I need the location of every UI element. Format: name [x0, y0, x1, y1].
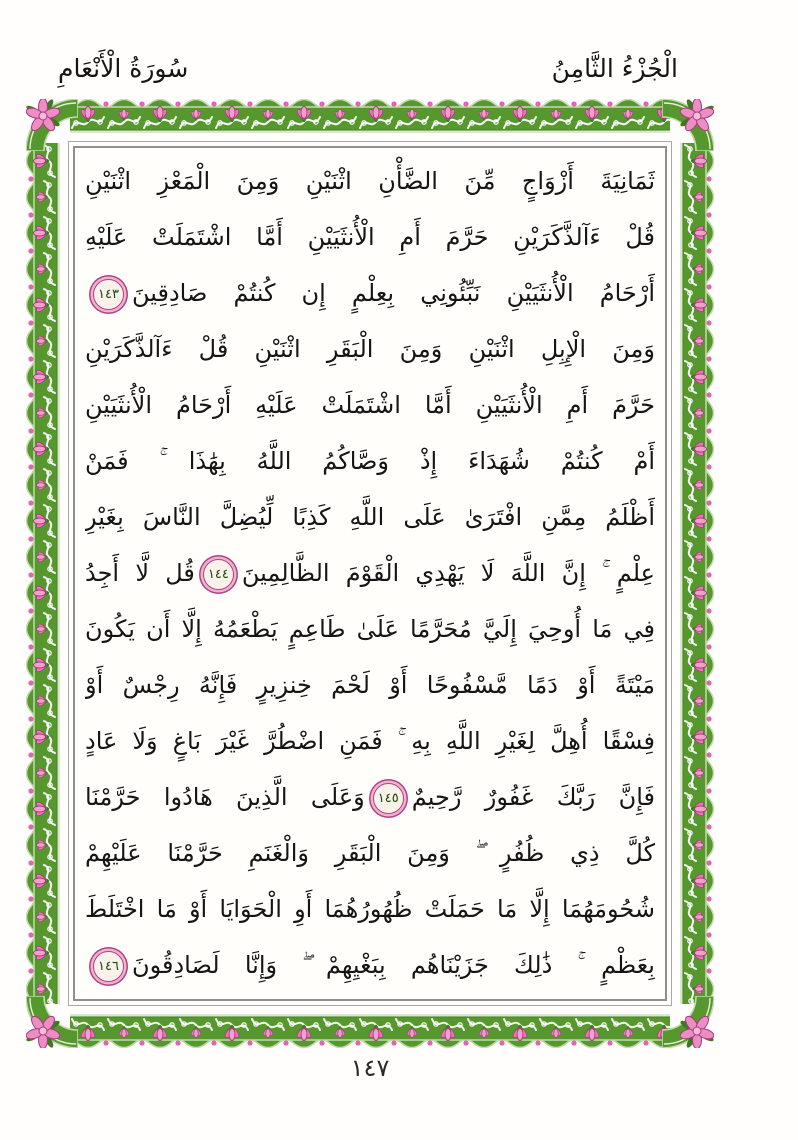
quran-line-2 — [85, 209, 655, 265]
verse-number-badge: ١٤٦ — [93, 951, 124, 982]
verse-text: مَيْتَةً أَوْ دَمًا مَّسْفُوحًا أَوْ لَحْمَ خِنزِيرٍ فَإِنَّهُ رِجْسٌ أَوْ — [85, 671, 655, 699]
verse-text: حَرَّمَ أَمِ الْأُنثَيَيْنِ أَمَّا اشْتَمَلَتْ عَلَيْهِ أَرْحَامُ الْأُنثَيَيْنِ — [85, 391, 655, 419]
juz-title: الْجُزْءُ الثَّامِنُ — [551, 54, 678, 83]
border-flower-motif-icon — [26, 899, 60, 935]
verse-text: فَإِنَّ رَبَّكَ غَفُورٌ رَّحِيمٌ — [411, 783, 655, 811]
border-flower-motif-icon — [26, 791, 60, 827]
quran-line-3 — [85, 265, 655, 321]
border-flower-motif-icon — [466, 1014, 502, 1048]
surah-title: سُورَةُ الْأَنْعَامِ — [58, 54, 189, 83]
border-flower-motif-icon — [680, 647, 714, 683]
border-band-top — [70, 99, 670, 133]
verse-text: شُحُومَهُمَا إِلَّا مَا حَمَلَتْ ظُهُورُهُمَا أَوِ الْحَوَايَا أَوْ مَا اخْتَلَطَ — [85, 895, 655, 923]
border-flower-motif-icon — [574, 1014, 610, 1048]
quran-line-6 — [85, 433, 655, 489]
border-flower-motif-icon — [250, 99, 286, 133]
border-flower-motif-icon — [680, 467, 714, 503]
corner-rose-icon — [662, 99, 714, 151]
border-flower-motif-icon — [26, 863, 60, 899]
corner-ornament-bottom-right — [662, 996, 714, 1048]
border-band-right — [680, 143, 714, 1004]
border-flower-motif-icon — [322, 1014, 358, 1048]
corner-rose-icon — [26, 99, 78, 151]
page-number: ١٤٧ — [350, 1054, 390, 1082]
border-flower-motif-icon — [26, 215, 60, 251]
corner-ornament-top-right — [662, 99, 714, 151]
quran-line-1 — [85, 153, 655, 209]
border-flower-motif-icon — [680, 863, 714, 899]
verse-text: وَمِنَ الْإِبِلِ اثْنَيْنِ وَمِنَ الْبَقَرِ اثْنَيْنِ قُلْ ءَآلذَّكَرَيْنِ — [85, 335, 655, 363]
border-flower-motif-icon — [26, 251, 60, 287]
border-flower-motif-icon — [26, 683, 60, 719]
border-flower-motif-icon — [26, 323, 60, 359]
verse-text: أَمْ كُنتُمْ شُهَدَاءَ إِذْ وَصَّاكُمُ اللَّهُ بِهَٰذَا ۚ فَمَنْ — [85, 447, 655, 475]
verse-text: أَظْلَمُ مِمَّنِ افْتَرَىٰ عَلَى اللَّهِ كَذِبًا لِّيُضِلَّ النَّاسَ بِغَيْرِ — [85, 503, 655, 531]
quran-line-12 — [85, 769, 655, 825]
border-flower-motif-icon — [394, 1014, 430, 1048]
border-flower-motif-icon — [26, 575, 60, 611]
border-flower-motif-icon — [680, 575, 714, 611]
border-flower-motif-icon — [610, 99, 646, 133]
border-flower-motif-icon — [26, 395, 60, 431]
border-flower-motif-icon — [26, 431, 60, 467]
quran-line-4 — [85, 321, 655, 377]
quran-text-box — [68, 141, 672, 1006]
verse-text: قُلْ ءَآلذَّكَرَيْنِ حَرَّمَ أَمِ الْأُنثَيَيْنِ أَمَّا اشْتَمَلَتْ عَلَيْهِ — [85, 223, 655, 251]
border-flower-motif-icon — [358, 1014, 394, 1048]
verse-text: بِعَظْمٍ ۚ ذَٰلِكَ جَزَيْنَاهُم بِبَغْيِهِمْ ۖ وَإِنَّا لَصَادِقُونَ — [132, 951, 655, 979]
border-flower-motif-icon — [680, 323, 714, 359]
border-flower-motif-icon — [680, 395, 714, 431]
quran-line-13 — [85, 825, 655, 881]
border-flower-motif-icon — [26, 611, 60, 647]
border-flower-motif-icon — [680, 287, 714, 323]
border-flower-motif-icon — [178, 1014, 214, 1048]
border-flower-motif-icon — [286, 1014, 322, 1048]
border-flower-motif-icon — [680, 683, 714, 719]
border-flower-motif-icon — [680, 539, 714, 575]
verse-text: عِلْمٍ ۚ إِنَّ اللَّهَ لَا يَهْدِي الْقَوْمَ الظَّالِمِينَ — [241, 559, 655, 587]
verse-number-badge: ١٤٤ — [203, 559, 234, 590]
border-flower-motif-icon — [680, 719, 714, 755]
border-flower-motif-icon — [502, 1014, 538, 1048]
border-flower-motif-icon — [286, 99, 322, 133]
border-flower-motif-icon — [680, 179, 714, 215]
verse-text: كُلَّ ذِي ظُفُرٍ ۖ وَمِنَ الْبَقَرِ وَالْغَنَمِ حَرَّمْنَا عَلَيْهِمْ — [85, 839, 655, 867]
corner-ornament-bottom-left — [26, 996, 78, 1048]
border-flower-motif-icon — [26, 467, 60, 503]
border-flower-motif-icon — [250, 1014, 286, 1048]
border-flower-motif-icon — [680, 899, 714, 935]
border-flower-motif-icon — [214, 1014, 250, 1048]
verse-text: ثَمَانِيَةَ أَزْوَاجٍ مِّنَ الضَّأْنِ اثْنَيْنِ وَمِنَ الْمَعْزِ اثْنَيْنِ — [85, 167, 655, 195]
border-flower-motif-icon — [106, 1014, 142, 1048]
border-flower-motif-icon — [26, 503, 60, 539]
border-flower-motif-icon — [538, 1014, 574, 1048]
border-band-left — [26, 143, 60, 1004]
border-flower-motif-icon — [26, 647, 60, 683]
corner-rose-icon — [26, 996, 78, 1048]
corner-rose-icon — [662, 996, 714, 1048]
border-flower-motif-icon — [680, 935, 714, 971]
verse-text: وَعَلَى الَّذِينَ هَادُوا حَرَّمْنَا — [85, 783, 365, 811]
quran-line-9 — [85, 601, 655, 657]
border-flower-motif-icon — [680, 503, 714, 539]
border-flower-motif-icon — [26, 287, 60, 323]
border-flower-motif-icon — [394, 99, 430, 133]
border-flower-motif-icon — [214, 99, 250, 133]
border-flower-motif-icon — [680, 755, 714, 791]
border-flower-motif-icon — [538, 99, 574, 133]
quran-line-10 — [85, 657, 655, 713]
border-flower-motif-icon — [680, 827, 714, 863]
quran-line-14 — [85, 881, 655, 937]
border-flower-motif-icon — [142, 99, 178, 133]
border-flower-motif-icon — [178, 99, 214, 133]
quran-line-11 — [85, 713, 655, 769]
border-flower-motif-icon — [574, 99, 610, 133]
verse-text: قُل لَّا أَجِدُ — [85, 559, 195, 587]
border-flower-motif-icon — [26, 755, 60, 791]
border-flower-motif-icon — [26, 359, 60, 395]
verse-text: فِي مَا أُوحِيَ إِلَيَّ مُحَرَّمًا عَلَىٰ طَاعِمٍ يَطْعَمُهُ إِلَّا أَن يَكُونَ — [85, 615, 655, 643]
border-flower-motif-icon — [680, 611, 714, 647]
border-flower-motif-icon — [502, 99, 538, 133]
verse-number-badge: ١٤٣ — [93, 279, 124, 310]
quran-line-8 — [85, 545, 655, 601]
ornamental-frame — [26, 99, 714, 1048]
border-flower-motif-icon — [680, 359, 714, 395]
border-flower-motif-icon — [610, 1014, 646, 1048]
border-flower-motif-icon — [142, 1014, 178, 1048]
border-flower-motif-icon — [26, 719, 60, 755]
border-flower-motif-icon — [358, 99, 394, 133]
border-flower-motif-icon — [26, 179, 60, 215]
border-flower-motif-icon — [680, 251, 714, 287]
quran-line-7 — [85, 489, 655, 545]
verse-text: أَرْحَامُ الْأُنثَيَيْنِ نَبِّئُونِي بِعِلْمٍ إِن كُنتُمْ صَادِقِينَ — [132, 279, 655, 307]
border-band-bottom — [70, 1014, 670, 1048]
border-flower-motif-icon — [466, 99, 502, 133]
border-flower-motif-icon — [26, 827, 60, 863]
quran-line-15 — [85, 937, 655, 993]
corner-ornament-top-left — [26, 99, 78, 151]
quran-text-area — [73, 146, 667, 1001]
border-flower-motif-icon — [26, 935, 60, 971]
border-flower-motif-icon — [680, 791, 714, 827]
border-flower-motif-icon — [430, 1014, 466, 1048]
border-flower-motif-icon — [26, 539, 60, 575]
border-flower-motif-icon — [106, 99, 142, 133]
border-flower-motif-icon — [322, 99, 358, 133]
verse-text: فِسْقًا أُهِلَّ لِغَيْرِ اللَّهِ بِهِ ۚ فَمَنِ اضْطُرَّ غَيْرَ بَاغٍ وَلَا عَادٍ — [85, 727, 655, 755]
border-flower-motif-icon — [680, 215, 714, 251]
verse-number-badge: ١٤٥ — [373, 783, 404, 814]
quran-line-5 — [85, 377, 655, 433]
border-flower-motif-icon — [680, 431, 714, 467]
border-flower-motif-icon — [430, 99, 466, 133]
